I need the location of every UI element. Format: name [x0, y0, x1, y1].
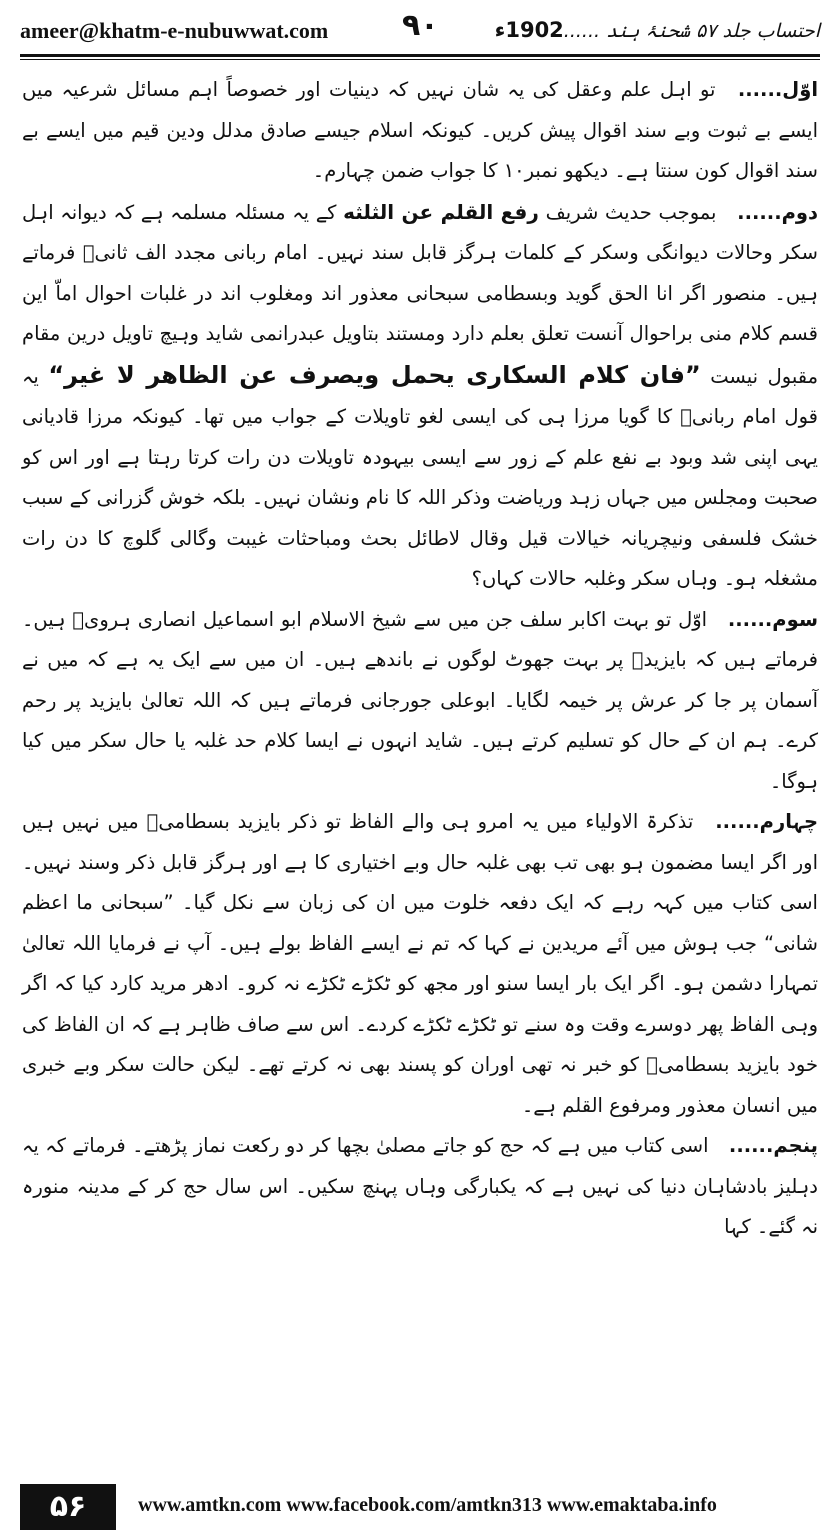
paragraph-fifth [22, 1126, 818, 1248]
paragraph-text: کے یہ مسئلہ مسلمہ ہے کہ دیوانہ اہل سکر وحالات دیوانگی وسکر کے کلمات ہرگز قابل سند نہیں۔ امام ربانی مجدد الف ثانیؒ فرماتے ہیں۔ منصور اگر انا الحق گوید وبسطامی سبحانی معذور اند ومغلوب اند در غلبات احوال اماّ این قسم کلام منی براحوال آنست تعلق بعلم دارد ومستند بتاویل عبدرانمی شاید وہیچ تاویل درین مقام مقبول نیست [22, 200, 819, 388]
arabic-quote: ”فان کلام السکاری یحمل ویصرف عن الظاهر لا غیر“ [48, 360, 701, 389]
quoted-phrase: ”سبحانی ما اعظم شانی“ [22, 891, 819, 955]
header-rule [20, 54, 820, 57]
paragraph-label: چہارم...... [715, 810, 818, 833]
paragraph-label: پنجم...... [728, 1134, 818, 1157]
paragraph-label: سوم...... [727, 607, 818, 631]
page-footer [20, 1484, 820, 1530]
paragraph-text: اوّل تو بہت اکابر سلف جن میں سے شیخ الاسلام ابو اسماعیل انصاری ہرویؒ ہیں۔ فرماتے ہیں کہ بایزیدؒ پر بہت جھوٹ لوگوں نے باندھے ہیں۔ ان میں سے ایک یہ ہے کہ میں نے آسمان پر جا کر عرش پر خیمہ لگایا۔ ابوعلی جورجانی فرماتے ہیں کہ اللہ تعالیٰ بایزید پر رحم کرے۔ ہم ان کے حال کو تسلیم کرتے ہیں۔ شاید انہوں نے ایسا کلام حد غلبہ یا حال سکر میں کیا ہوگا۔ [22, 607, 818, 793]
paragraph-fourth [22, 802, 818, 1126]
paragraph-label: دوم...... [737, 200, 819, 224]
page-header [20, 8, 820, 52]
footer-page-badge: ۵۶ [20, 1484, 116, 1530]
paragraph-text: بموجب حدیث شریف [545, 200, 717, 224]
header-rule-thin [20, 59, 820, 60]
footer-urls: www.amtkn.com www.facebook.com/amtkn313 www.emaktaba.info [138, 1494, 717, 1516]
paragraph-third [22, 600, 818, 803]
paragraph-first [22, 70, 818, 192]
book-title-text: احتساب جلد ۵۷ شحنۂ ہند ...... [563, 20, 820, 42]
paragraph-text: جب ہوش میں آئے مریدین نے کہا کہ تم نے ایسے الفاظ بولے ہیں۔ آپ نے فرمایا اللہ تعالیٰ تمہارا دشمن ہو۔ اگر ایک بار ایسا سنو اور مجھ کو ٹکڑے ٹکڑے نہ کرو۔ ادھر مرید کارد کیا کہ اگر وہی الفاظ پھر دوسرے وقت وہ سنے تو ٹکڑے ٹکڑے کردے۔ اس سے صاف ظاہر ہے کہ ان الفاظ کی خود بایزید بسطامیؒ کو خبر نہ تھی اوران کو پسند بھی نہ کرتے تھے۔ لیکن حالت سکر وبے خبری میں انسان معذور ومرفوع القلم ہے۔ [22, 931, 818, 1117]
paragraph-text: اسی کتاب میں ہے کہ حج کو جاتے مصلیٰ بچھا کر دو رکعت نماز پڑھتے۔ فرماتے کہ یہ دہلیز بادشاہان دنیا کی نہیں ہے کہ یکبارگی وہاں پہنچ سکیں۔ اس سال حج کر کے مدینہ منورہ نہ گئے۔ کہا [22, 1134, 818, 1238]
page-body [22, 70, 818, 1248]
paragraph-label: اوّل...... [737, 78, 818, 101]
header-page-number: ۹۰ [402, 8, 439, 43]
arabic-hadith: رفع القلم عن الثلثه [343, 199, 539, 224]
paragraph-text: تذکرۃ الاولیاء میں یہ امرو ہی والے الفاظ تو ذکر بایزید بسطامیؒ میں نہیں ہیں اور اگر ایسا مضمون ہو بھی تب بھی غلبہ حال وبے اختیاری کا ہے اور ہرگز قابل ذکر وسند نہیں۔ اسی کتاب میں کہہ رہے کہ ایک دفعہ خلوت میں ان کی زبان سے نکل گیا۔ [22, 810, 818, 914]
paragraph-text: یہ قول امام ربانیؒ کا گویا مرزا ہی کی ایسی لغو تاویلات کے جواب میں تھا۔ کیونکہ مرزا قادیانی یہی اپنی شد وبود بے نفع علم کے زور سے ایسی بیہودہ تاویلات دن رات کرتا رہتا ہے اور اس کو صحبت ومجلس میں جہاں زہد وریاضت وذکر اللہ کا نام ونشان نہیں۔ بلکہ خوش گزرانی کے سبب خشک فلسفی ونیچریانہ خیالات قیل وقال لاطائل بحث ومباحثات غیبت وگالی گلوچ کا دن رات مشغلہ ہو۔ وہاں سکر وغلبہ حالات کہاں؟ [22, 364, 818, 590]
header-email: ameer@khatm-e-nubuwwat.com [20, 18, 329, 43]
header-year: 1902ء [494, 18, 564, 42]
paragraph-second [22, 192, 818, 600]
paragraph-text: تو اہل علم وعقل کی یہ شان نہیں کہ دینیات اور خصوصاً اہم مسائل شرعیہ میں ایسے بے ثبوت وبے سند اقوال پیش کریں۔ کیونکہ اسلام جیسے صادق مدلل ودین قیم میں ایسے بے سند اقوال کون سنتا ہے۔ دیکھو نمبر۱۰ کا جواب ضمن چہارم۔ [22, 78, 818, 182]
header-book-title [495, 18, 820, 42]
